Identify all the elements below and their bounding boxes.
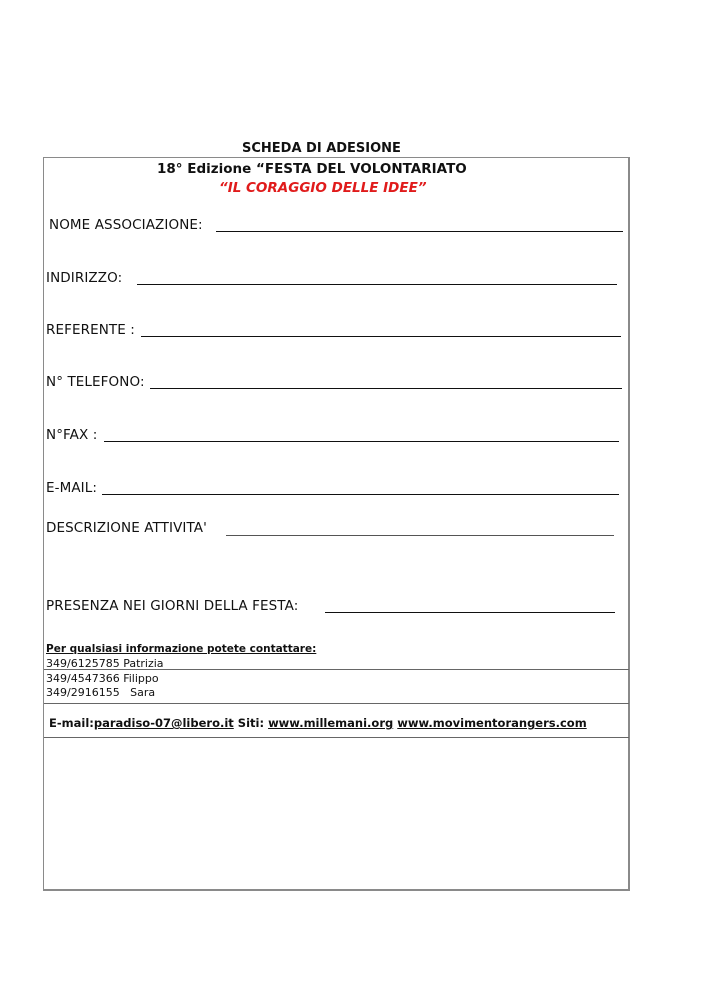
field-line-presenza[interactable] [325, 612, 615, 613]
field-label-nome-associazione: NOME ASSOCIAZIONE: [49, 217, 203, 233]
field-label-email: E-MAIL: [46, 480, 98, 496]
edition-heading: 18° Edizione “FESTA DEL VOLONTARIATO [157, 161, 467, 177]
sites-label: Siti: [233, 716, 269, 730]
field-line-referente[interactable] [141, 336, 621, 337]
contact-line: 349/4547366 Filippo [46, 672, 159, 685]
site-link-millemani[interactable]: www.millemani.org [268, 716, 394, 730]
field-line-indirizzo[interactable] [137, 284, 617, 285]
divider [44, 703, 629, 704]
field-line-fax[interactable] [104, 441, 619, 442]
contact-line: 349/6125785 Patrizia [46, 657, 164, 670]
email-label: E-mail: [49, 716, 94, 730]
divider [44, 669, 629, 670]
field-label-indirizzo: INDIRIZZO: [46, 270, 123, 286]
field-label-fax: N°FAX : [46, 427, 98, 443]
contacts-heading: Per qualsiasi informazione potete contattare: [46, 643, 317, 655]
field-line-nome-associazione[interactable] [216, 231, 623, 232]
field-label-descrizione-attivita: DESCRIZIONE ATTIVITA' [46, 520, 207, 536]
contact-line: 349/2916155 Sara [46, 686, 156, 699]
field-label-telefono: N° TELEFONO: [46, 374, 145, 390]
site-link-movimentorangers[interactable]: www.movimentorangers.com [397, 716, 587, 730]
event-subtitle: “IL CORAGGIO DELLE IDEE” [219, 180, 427, 196]
field-line-descrizione-attivita[interactable] [226, 535, 614, 536]
email-link[interactable]: paradiso-07@libero.it [93, 716, 234, 730]
divider [44, 737, 629, 738]
form-title: SCHEDA DI ADESIONE [242, 141, 401, 156]
field-line-telefono[interactable] [150, 388, 622, 389]
field-line-email[interactable] [102, 494, 619, 495]
field-label-presenza: PRESENZA NEI GIORNI DELLA FESTA: [46, 598, 299, 614]
footer-contacts [49, 716, 587, 730]
field-label-referente: REFERENTE : [46, 322, 135, 338]
